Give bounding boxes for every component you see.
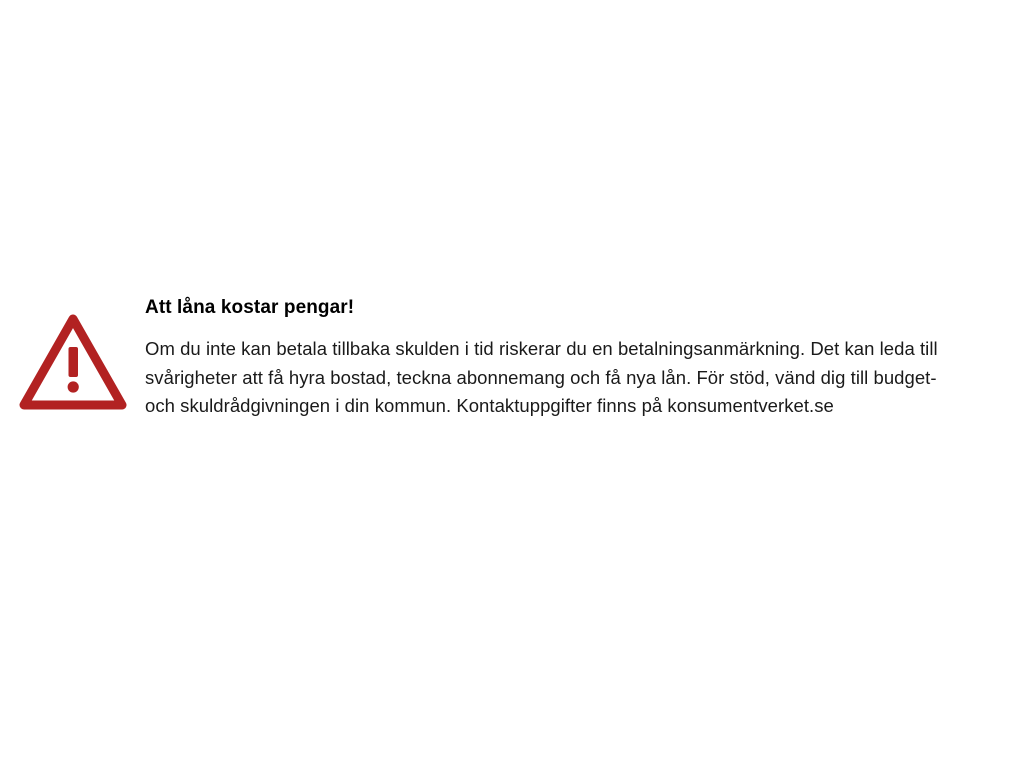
notice-title: Att låna kostar pengar! xyxy=(145,297,355,318)
warning-notice xyxy=(0,296,1024,421)
warning-icon-container xyxy=(0,296,145,410)
notice-body-text: Om du inte kan betala tillbaka skulden i tid riskerar du en betalningsanmärkning. Det kan leda till svårigheter att få hyra bostad, teckna abonnemang och få nya lån. För stöd, vänd dig till budget- och skuldrådgivningen i din kommun. Kontaktuppgifter finns på konsumentverket.se xyxy=(145,337,938,417)
warning-triangle-icon xyxy=(19,314,127,410)
notice-text-block xyxy=(145,296,1024,421)
